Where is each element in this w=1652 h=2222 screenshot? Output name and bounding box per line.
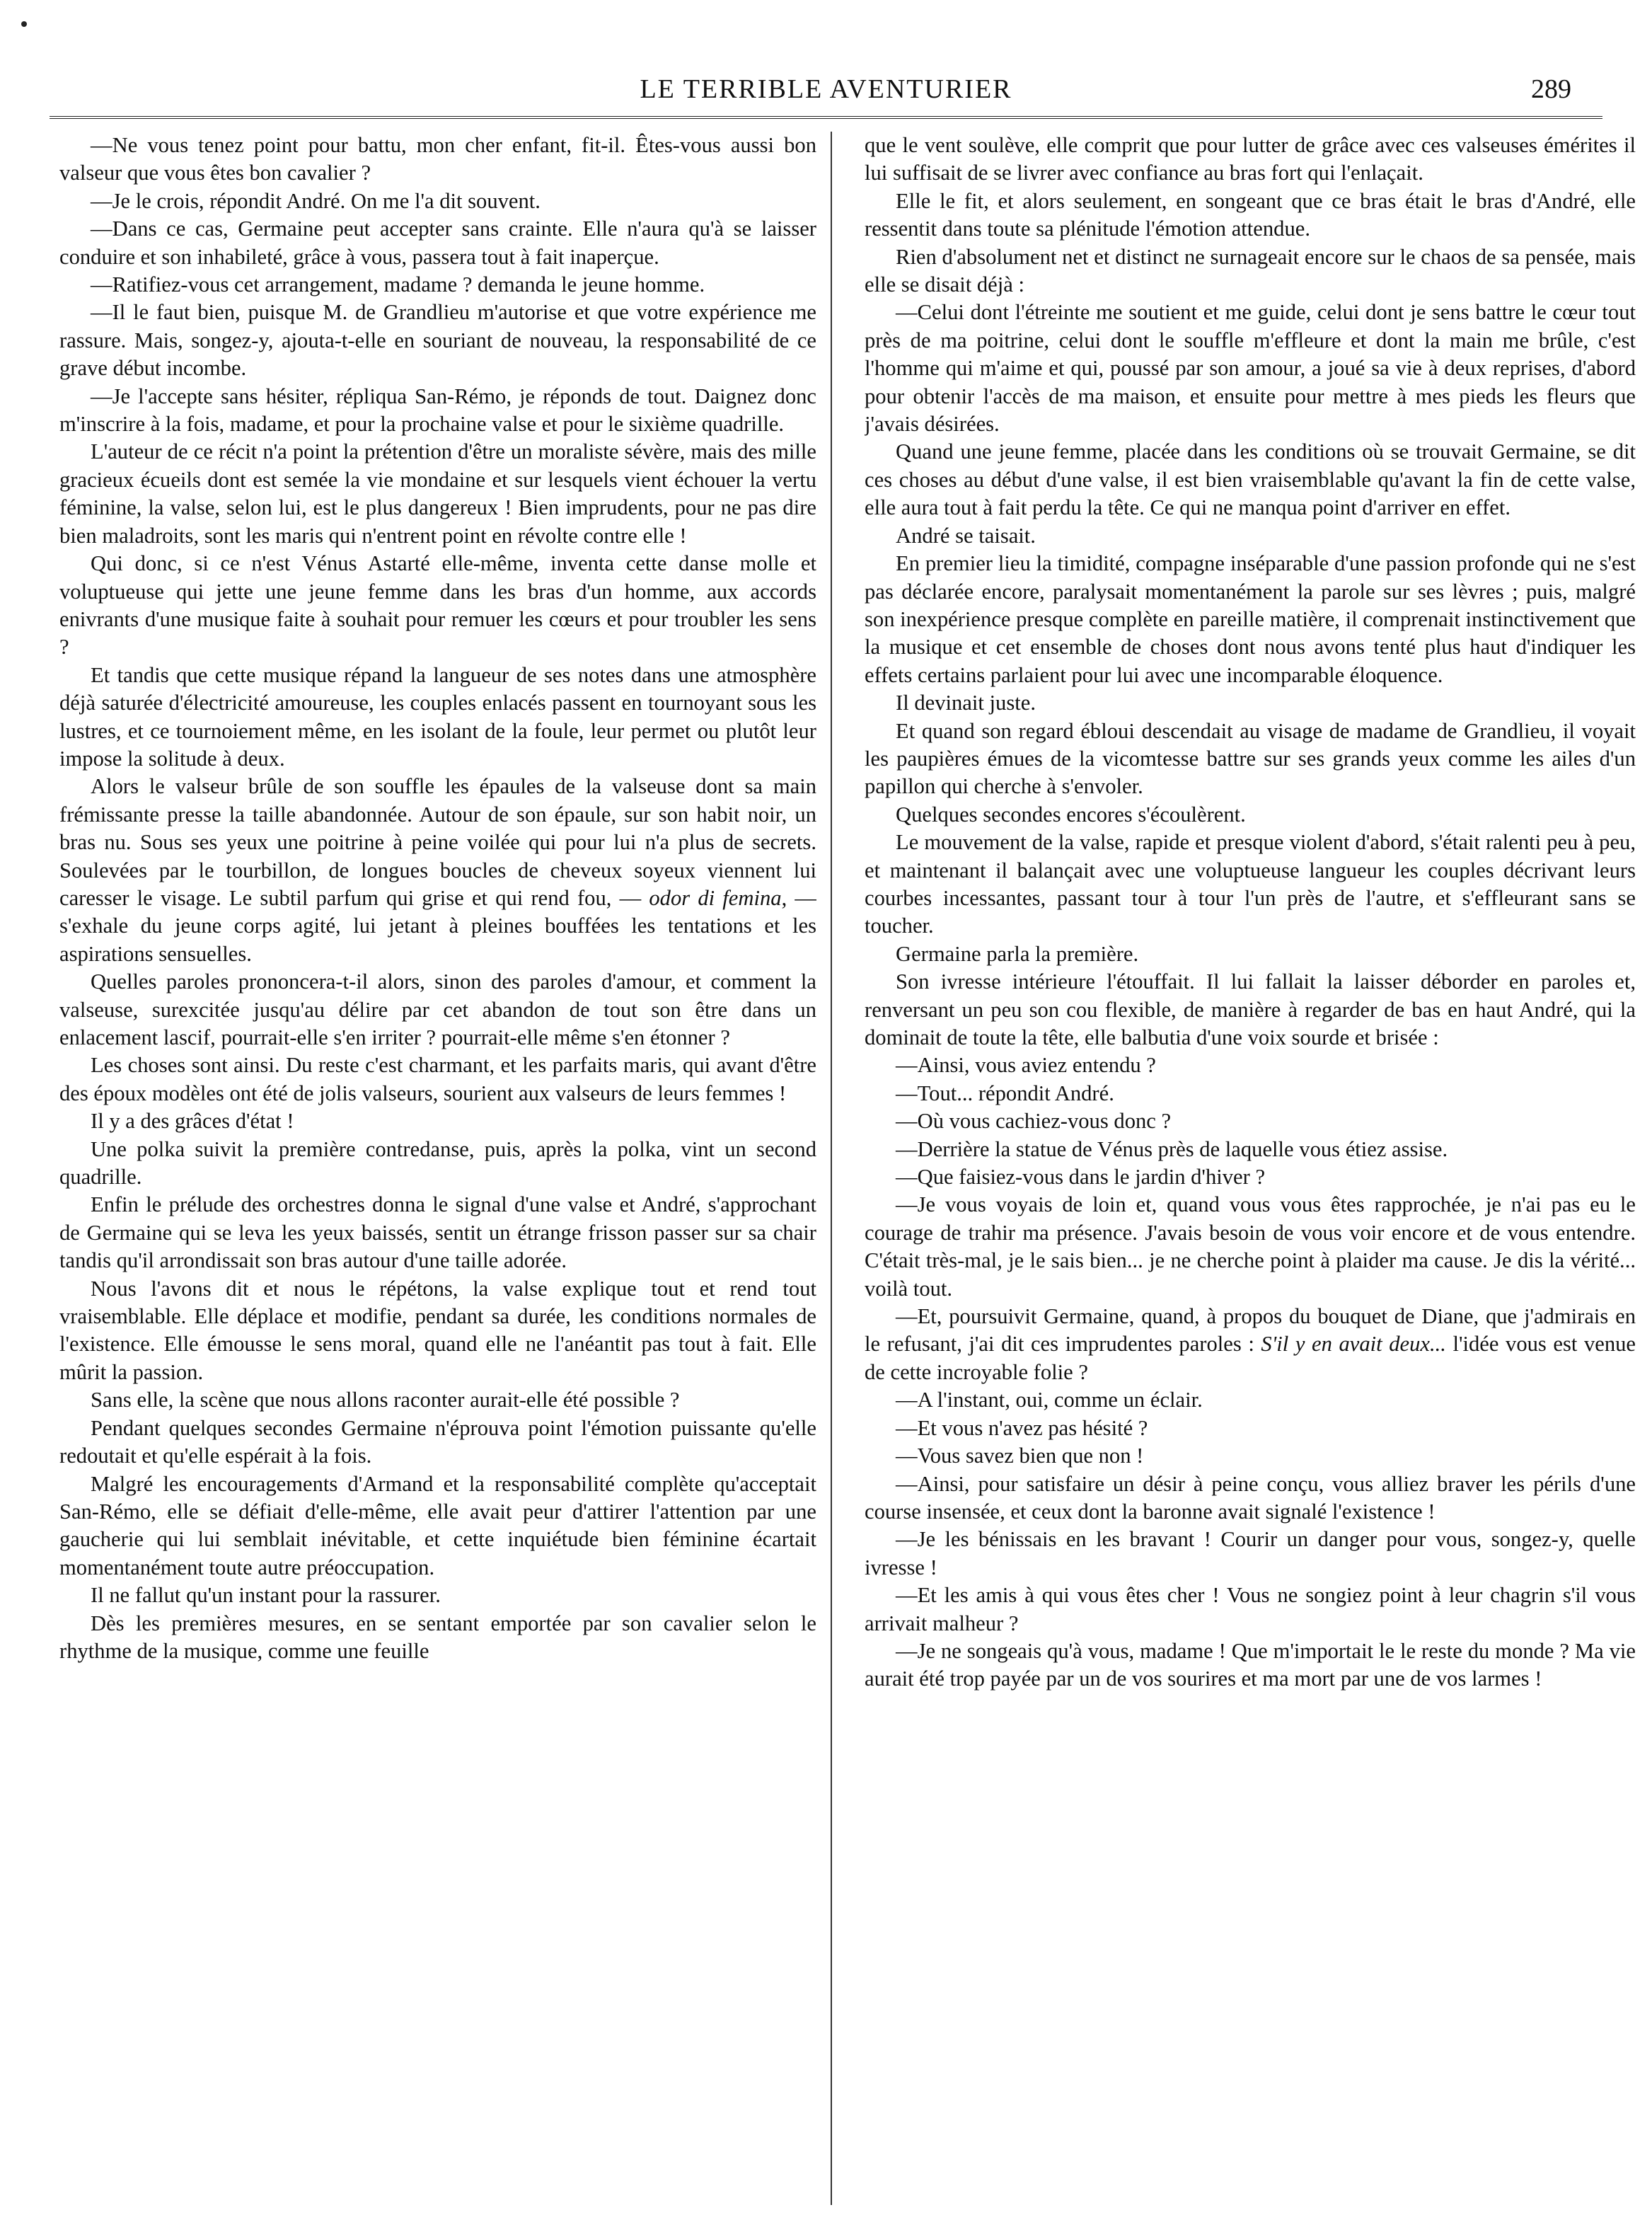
page-number: 289: [1531, 74, 1571, 104]
paragraph: —Et, poursuivit Germaine, quand, à propos du bouquet de Diane, que j'admirais en le refusant, j'ai dit ces imprudentes paroles : S'il y en avait deux... l'idée vous est venue de cette incroyable folie ?: [865, 1304, 1636, 1384]
paragraph: Elle le fit, et alors seulement, en songeant que ce bras était le bras d'André, elle ressentit dans toute sa plénitude l'émotion attendue.: [865, 188, 1636, 241]
column-divider: [831, 132, 832, 2205]
paragraph-continued: que le vent soulève, elle comprit que pour lutter de grâce avec ces valseuses émérites il lui suffisait de se livrer avec confiance au bras fort qui l'enlaçait.: [865, 133, 1636, 185]
paragraph: Les choses sont ainsi. Du reste c'est charmant, et les parfaits maris, qui avant d'être des époux modèles ont été de jolis valseurs, sourient aux valseurs de leurs femmes !: [59, 1053, 816, 1105]
paragraph: Son ivresse intérieure l'étouffait. Il lui fallait la laisser déborder en paroles et, renversant un peu son cou flexible, de manière à regarder de bas en haut André, qui la dominait de toute la tête, elle balbutia d'une voix sourde et brisée :: [865, 969, 1636, 1049]
paragraph: Enfin le prélude des orchestres donna le signal d'une valse et André, s'approchant de Germaine qui se leva les yeux baissés, sentit un étrange frisson passer sur sa chair tandis qu'il arrondissait son bras autour d'une taille adorée.: [59, 1192, 816, 1273]
paragraph: Malgré les encouragements d'Armand et la responsabilité complète qu'acceptait San-Rémo, elle se défiait d'elle-même, elle avait peur d'attirer l'attention par une gaucherie qui lui semblait inévitable, et cette inquiétude bien féminine écartait momentanément toute autre préoccupation.: [59, 1471, 816, 1579]
paragraph: —Ratifiez-vous cet arrangement, madame ? demanda le jeune homme.: [91, 272, 705, 297]
paragraph: En premier lieu la timidité, compagne inséparable d'une passion profonde qui ne s'est pas déclarée encore, paralysait momentanément la parole sur ses lèvres ; puis, malgré son inexpérience presque complète en pareille matière, il comprenait instinctivement que la musique et cet ensemble de choses dont nous avons tenté plus haut d'indiquer les effets certains parlaient pour lui avec une incomparable éloquence.: [865, 551, 1636, 687]
page-header: [50, 68, 1602, 110]
paragraph: —Je les bénissais en les bravant ! Courir un danger pour vous, songez-y, quelle ivresse !: [865, 1527, 1636, 1579]
right-column: [865, 132, 1636, 2212]
left-column: [59, 132, 816, 2212]
paragraph: Une polka suivit la première contredanse, puis, après la polka, vint un second quadrille.: [59, 1136, 816, 1190]
paragraph: André se taisait.: [896, 523, 1036, 548]
paragraph: Et quand son regard ébloui descendait au visage de madame de Grandlieu, il voyait les paupières émues de la vicomtesse battre sur ses grands yeux comme les ailes d'un papillon qui cherche à s'envoler.: [865, 718, 1636, 799]
paragraph: —Je ne songeais qu'à vous, madame ! Que m'importait le le reste du monde ? Ma vie aurait été trop payée par un de vos sourires et ma mort par une de vos larmes !: [865, 1638, 1636, 1691]
running-title: LE TERRIBLE AVENTURIER: [640, 74, 1012, 104]
paragraph: —Je l'accepte sans hésiter, répliqua San-Rémo, je réponds de tout. Daignez donc m'inscrire à la fois, madame, et pour la prochaine valse et pour le sixième quadrille.: [59, 384, 816, 437]
paragraph: —Ne vous tenez point pour battu, mon cher enfant, fit-il. Êtes-vous aussi bon valseur que vous êtes bon cavalier ?: [59, 133, 816, 185]
paragraph: Dès les premières mesures, en se sentant emportée par son cavalier selon le rhythme de la musique, comme une feuille: [59, 1611, 816, 1663]
paragraph: Quand une jeune femme, placée dans les conditions où se trouvait Germaine, se dit ces choses au début d'une valse, il est bien vraisemblable qu'avant la fin de cette valse, elle aura tout à fait perdu la tête. Ce qui ne manqua point d'arriver en effet.: [865, 439, 1636, 520]
ink-dot: [21, 21, 27, 27]
paragraph: L'auteur de ce récit n'a point la prétention d'être un moraliste sévère, mais des mille gracieux écueils dont est semée la vie mondaine et sur lesquels vient échouer la vertu féminine, la valse, selon lui, est le plus dangereux ! Bien imprudents, pour ne pas dire bien maladroits, sont les maris qui n'entrent point en révolte contre elle !: [59, 439, 816, 548]
paragraph: Quelques secondes encores s'écoulèrent.: [896, 802, 1246, 827]
paragraph: Sans elle, la scène que nous allons raconter aurait-elle été possible ?: [91, 1388, 680, 1412]
paragraph: —Derrière la statue de Vénus près de laquelle vous étiez assise.: [896, 1136, 1448, 1161]
paragraph: Il ne fallut qu'un instant pour la rassurer.: [91, 1583, 441, 1608]
paragraph: Qui donc, si ce n'est Vénus Astarté elle-même, inventa cette danse molle et voluptueuse qui jette une jeune femme dans les bras d'un homme, aux accords enivrants d'une musique faite à souhait pour remuer les cœurs et pour troubler les sens ?: [59, 551, 816, 660]
paragraph: —Tout... répondit André.: [896, 1081, 1114, 1105]
paragraph: —Dans ce cas, Germaine peut accepter sans crainte. Elle n'aura qu'à se laisser conduire et son inhabileté, grâce à vous, passera tout à fait inaperçue.: [59, 217, 816, 269]
paragraph: —A l'instant, oui, comme un éclair.: [896, 1388, 1203, 1412]
paragraph: —Où vous cachiez-vous donc ?: [896, 1109, 1172, 1134]
paragraph: —Ainsi, pour satisfaire un désir à peine conçu, vous alliez braver les périls d'une course insensée, et ceux dont la baronne avait signalé l'existence !: [865, 1471, 1636, 1524]
paragraph: —Vous savez bien que non !: [896, 1444, 1144, 1468]
paragraph: Nous l'avons dit et nous le répétons, la valse explique tout et rend tout vraisemblable. Elle déplace et modifie, pendant sa durée, les conditions normales de l'existence. Elle émousse le sens moral, quand elle ne l'anéantit pas tout à fait. Elle mûrit la passion.: [59, 1276, 816, 1384]
paragraph: Quelles paroles prononcera-t-il alors, sinon des paroles d'amour, et comment la valseuse, surexcitée jusqu'au délire par cet abandon de tout son être dans un enlacement lascif, pourrait-elle s'en irriter ? pourrait-elle même s'en étonner ?: [59, 969, 816, 1049]
paragraph: —Celui dont l'étreinte me soutient et me guide, celui dont je sens battre le cœur tout près de ma poitrine, celui dont le souffle m'effleure et dont la main me brûle, c'est l'homme qui m'aime et qui, poussé par son amour, a joué sa vie à deux reprises, d'abord pour obtenir l'accès de ma maison, et ensuite pour mettre à mes pieds les fleurs que j'avais désirées.: [865, 300, 1636, 437]
paragraph: —Ainsi, vous aviez entendu ?: [896, 1053, 1156, 1078]
paragraph: Il y a des grâces d'état !: [91, 1109, 294, 1134]
paragraph: —Il le faut bien, puisque M. de Grandlieu m'autorise et que votre expérience me rassure. Mais, songez-y, ajouta-t-elle en souriant de nouveau, la responsabilité de ce grave début incombe.: [59, 300, 816, 381]
paragraph: —Que faisiez-vous dans le jardin d'hiver ?: [896, 1165, 1266, 1190]
paragraph: —Et les amis à qui vous êtes cher ! Vous ne songiez point à leur chagrin s'il vous arrivait malheur ?: [865, 1583, 1636, 1635]
paragraph: Il devinait juste.: [896, 691, 1036, 715]
paragraph: Rien d'absolument net et distinct ne surnageait encore sur le chaos de sa pensée, mais elle se disait déjà :: [865, 244, 1636, 297]
header-rule: [50, 116, 1602, 122]
paragraph: Germaine parla la première.: [896, 941, 1139, 966]
paragraph: Le mouvement de la valse, rapide et presque violent d'abord, s'était ralenti peu à peu, et maintenant il balançait avec une voluptueuse langueur les couples décrivant leurs courbes incessantes, passant tour à tour l'un près de l'autre, et s'effleurant sans se toucher.: [865, 830, 1636, 938]
paragraph: Pendant quelques secondes Germaine n'éprouva point l'émotion puissante qu'elle redoutait et qu'elle espérait à la fois.: [59, 1415, 816, 1468]
paragraph: —Je vous voyais de loin et, quand vous vous êtes rapprochée, je n'ai pas eu le courage de trahir ma présence. J'avais besoin de vous voir encore et de vous entendre. C'était très-mal, je le sais bien... je ne cherche point à plaider ma cause. Je dis la vérité... voilà tout.: [865, 1192, 1636, 1301]
paragraph: —Je le crois, répondit André. On me l'a dit souvent.: [91, 188, 541, 213]
paragraph: Et tandis que cette musique répand la langueur de ses notes dans une atmosphère déjà saturée d'électricité amoureuse, les couples enlacés passent en tournoyant sous les lustres, et ce tournoiement même, en les isolant de la foule, leur permet ou plutôt leur impose la solitude à deux.: [59, 662, 816, 771]
paragraph: Alors le valseur brûle de son souffle les épaules de la valseuse dont sa main frémissante presse la taille abandonnée. Autour de son épaule, sur son habit noir, un bras nu. Sous ses yeux une poitrine à peine voilée qui pour lui n'a plus de secrets. Soulevées par le tourbillon, de longues boucles de cheveux soyeux viennent lui caresser le visage. Le subtil parfum qui grise et qui rend fou, — odor di femina, — s'exhale du jeune corps agité, lui jetant à pleines bouffées les tentations et les aspirations sensuelles.: [59, 774, 816, 966]
paragraph: —Et vous n'avez pas hésité ?: [896, 1415, 1148, 1440]
